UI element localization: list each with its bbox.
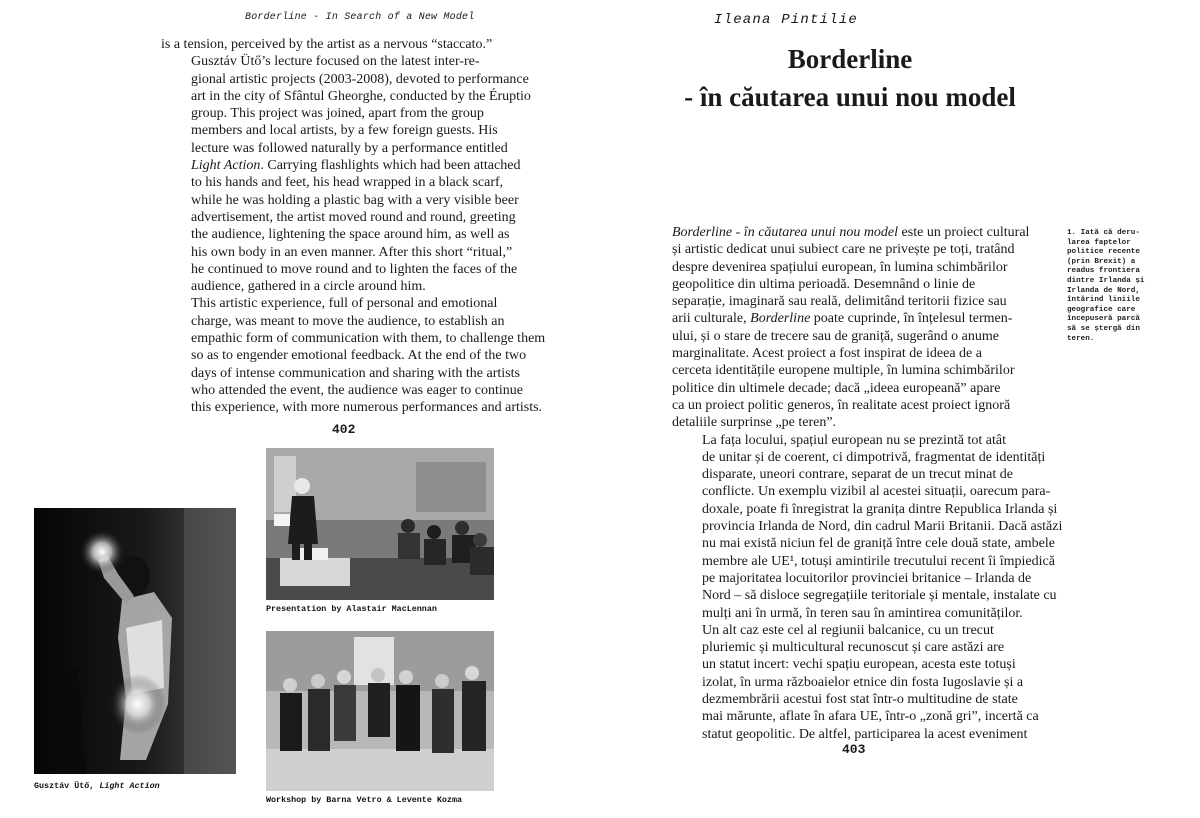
left-running-head: Borderline - In Search of a New Model: [245, 12, 475, 23]
text-line: charge, was meant to move the audience, to establish an: [191, 313, 505, 329]
light-action-title: Light Action: [191, 158, 261, 174]
text-line: mulți ani în urmă, în teren sau în amintirea comunităților.: [702, 605, 1023, 621]
footnote-line: începuseră parcă: [1067, 315, 1140, 324]
presentation-image: [266, 448, 494, 600]
text-line-borderline: [672, 310, 1032, 327]
footnote-line: teren.: [1067, 334, 1095, 343]
text-line: is a tension, perceived by the artist as a nervous “staccato.”: [161, 37, 493, 52]
footnote-line: Irlanda de Nord,: [1067, 286, 1140, 295]
title-line-2: - în căutarea unui nou model: [684, 82, 1016, 112]
text-line: so as to engender emotional feedback. At the end of the two: [191, 348, 527, 364]
text-line-opening: [672, 224, 1032, 241]
text-line: members and local artists, by a few foreign guests. His: [191, 123, 498, 139]
text-line: empathic form of communication with them, to challenge them: [191, 331, 546, 347]
presentation-caption: Presentation by Alastair MacLennan: [266, 604, 437, 614]
right-paragraph-3: [672, 622, 1039, 743]
workshop-caption: Workshop by Barna Vetro & Levente Kozma: [266, 795, 463, 805]
text-line: lecture was followed naturally by a performance entitled: [191, 140, 508, 156]
text-line-light-action: [161, 157, 533, 174]
right-body-text: [672, 224, 1063, 743]
opening-rest: este un proiect cultural: [898, 225, 1030, 240]
right-paragraph-2: [672, 432, 1063, 622]
caption-artist: Gusztáv Ütő,: [34, 781, 100, 791]
light-action-caption: [34, 781, 160, 791]
text-line: Nord – să disloce segregațiile teritoriale și mentale, instalate cu: [702, 588, 1057, 604]
light-action-image: [34, 508, 236, 774]
text-line: audience, gathered in a circle around him.: [191, 279, 426, 295]
text-line: izolat, în urma războaielor etnice din fosta Iugoslavie și a: [702, 674, 1024, 690]
text-line: pluriemic și multicultural recunoscut și care astăzi are: [702, 640, 1005, 656]
borderline-pre: arii culturale,: [672, 311, 751, 327]
footnote-1: [1067, 229, 1167, 344]
text-line: he continued to move round and to lighten the faces of the: [191, 261, 518, 277]
text-line: marginalitate. Acest proiect a fost inspirat de ideea de a: [672, 346, 982, 362]
text-line: dezmembrării acestui fost stat într-o multitudine de state: [702, 692, 1018, 708]
text-line: despre devenirea spațiului european, în lumina schimbărilor: [672, 259, 1008, 275]
presentation-photo: [266, 448, 494, 600]
footnote-line: (prin Brexit) a: [1067, 257, 1136, 266]
footnote-line: întărind liniile: [1067, 296, 1140, 305]
right-running-head: Ileana Pintilie: [714, 12, 859, 28]
text-line: days of intense communication and sharing with the artists: [191, 365, 520, 381]
footnote-line: să se ștergă din: [1067, 324, 1140, 333]
text-line: to his hands and feet, his head wrapped in a black scarf,: [191, 175, 504, 191]
right-page-number: 403: [842, 742, 866, 757]
title-line-1: Borderline: [787, 44, 913, 74]
text-line: ului, și o stare de trecere sau de graniță, sugerând o anume: [672, 328, 999, 344]
borderline-italic: Borderline: [750, 311, 811, 327]
text-line: his own body in an even manner. After this short “ritual,”: [191, 244, 513, 260]
borderline-post: poate cuprinde, în înțelesul termen-: [810, 311, 1013, 327]
text-line: un statut incert: vechi spațiu european, acesta este totuși: [702, 657, 1016, 673]
footnote-line: politice recente: [1067, 248, 1140, 257]
right-paragraph-1: [672, 224, 1032, 432]
caption-work-title: Light Action: [99, 781, 160, 791]
light-action-photo: [34, 508, 236, 774]
text-line: La fața locului, spațiul european nu se prezintă tot atât: [702, 432, 1006, 448]
left-paragraph-3: [161, 295, 546, 416]
text-line: separație, imaginară sau reală, delimitând teritorii fizice sau: [672, 294, 1007, 310]
footnote-line: 1. Iată că deru-: [1067, 229, 1140, 237]
text-line: și artistic dedicat unui subiect care ne privește pe toți, tratând: [672, 242, 1015, 258]
text-line: politice din ultimele decade; dacă „ideea europeană” apare: [672, 380, 1001, 396]
left-paragraph-1: [161, 36, 533, 53]
text-line: pe majoritatea locuitorilor provinciei britanice – Irlanda de: [702, 570, 1032, 586]
text-line: ca un proiect politic generos, în realitate acest proiect ignoră: [672, 397, 1011, 413]
text-line: geopolitice din ultima perioadă. Desemnând o linie de: [672, 276, 976, 292]
project-title-italic: Borderline - în căutarea unui nou model: [672, 225, 899, 240]
chapter-title: [660, 40, 1040, 116]
text-line: This artistic experience, full of personal and emotional: [191, 296, 498, 312]
text-line: doxale, poate fi înregistrat la granița dintre Republica Irlanda și: [702, 501, 1058, 517]
text-line: gional artistic projects (2003-2008), devoted to performance: [191, 71, 529, 87]
footnote-line: dintre Irlanda și: [1067, 276, 1145, 285]
text-line: de unitar și de coerent, ci dimpotrivă, fragmentat de identități: [702, 449, 1046, 465]
text-line-footnote-ref: membre ale UE¹, totuși amintirile trecutului recent îi împiedică: [702, 553, 1055, 569]
text-line: advertisement, the artist moved round and round, greeting: [191, 209, 516, 225]
text-line: mai mărunte, aflate în afara UE, într-o „zonă gri”, incertă ca: [702, 709, 1039, 725]
text-line: the audience, lightening the space around him, as well as: [191, 227, 510, 243]
text-line: provincia Irlanda de Nord, din cadrul Marii Britanii. Dacă astăzi: [702, 519, 1063, 535]
text-line: Un alt caz este cel al regiunii balcanice, cu un trecut: [702, 622, 994, 638]
text-line: while he was holding a plastic bag with a very visible beer: [191, 192, 519, 208]
light-action-rest: . Carrying flashlights which had been attached: [260, 158, 521, 174]
left-page-number: 402: [332, 422, 356, 437]
text-line: detaliile surprinse „pe teren”.: [672, 415, 837, 431]
left-body-text: [161, 36, 546, 417]
left-paragraph-2: [161, 53, 533, 295]
text-line: disparate, uneori contrare, separat de un trecut minat de: [702, 467, 1013, 483]
footnote-line: geografice care: [1067, 305, 1136, 314]
text-line: art in the city of Sfântul Gheorghe, conducted by the Éruptio: [191, 88, 531, 104]
workshop-image: [266, 631, 494, 791]
text-line: nu mai există niciun fel de graniță între cele două state, ambele: [702, 536, 1055, 552]
text-line: conflicte. Un exemplu vizibil al acestei situații, oarecum para-: [702, 484, 1051, 500]
workshop-photo: [266, 631, 494, 791]
text-line: statut geopolitic. De altfel, participarea la acest eveniment: [702, 726, 1028, 742]
footnote-line: larea faptelor: [1067, 238, 1131, 247]
footnote-line: readus frontiera: [1067, 267, 1140, 276]
text-line: this experience, with more numerous performances and artists.: [191, 400, 543, 416]
text-line: group. This project was joined, apart from the group: [191, 106, 484, 122]
text-line: cerceta identitățile europene multiple, în lumina schimbărilor: [672, 363, 1015, 379]
text-line: who attended the event, the audience was eager to continue: [191, 382, 523, 398]
text-line: Gusztáv Ütő’s lecture focused on the latest inter-re-: [191, 54, 480, 70]
